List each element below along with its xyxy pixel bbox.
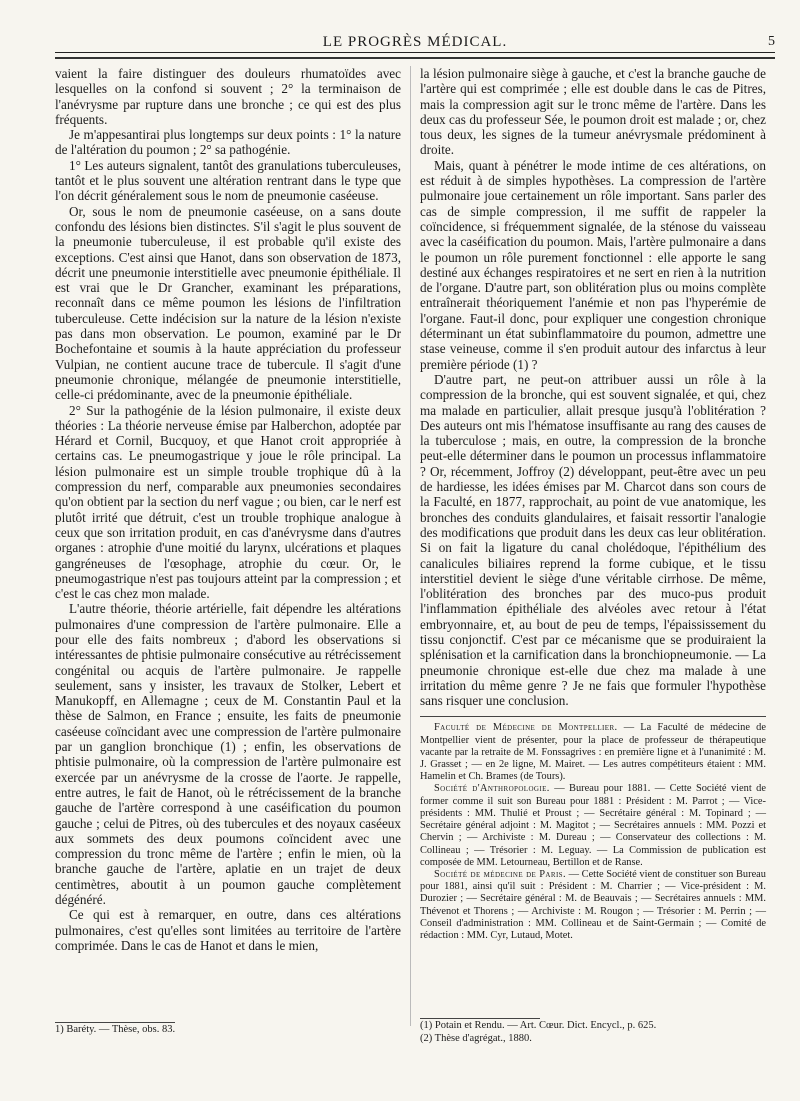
paragraph: 1° Les auteurs signalent, tantôt des granulations tuberculeuses, tantôt et le plus souvent une altération rentrant dans le type que l'on décrit généralement sous le nom de pneumonie caséeuse.	[55, 157, 401, 204]
page-number: 5	[768, 34, 775, 49]
left-column	[55, 66, 401, 953]
paragraph: L'autre théorie, théorie artérielle, fait dépendre les altérations pulmonaires d'une compression de l'artère pulmonaire. Elle a pour elle des faits nombreux ; d'abord les observations si intéressantes de phtisie pulmonaire consécutive au rétrécissement congénital ou acquis de l'artère pulmonaire. Je rappelle seulement, sans y insister, les travaux de Stolker, Lebert et Manukopff, en Allemagne ; ceux de M. Constantin Paul et la thèse de Salmon, en France ; ensuite, les faits de pneumonie caséeuse coïncidant avec une compression de l'artère pulmonaire par un ganglion bronchique (1) ; enfin, les observations de phtisie pulmonaire, où la compression de l'artère pulmonaire est exercée par un anévrysme de la crosse de l'aorte. Je rappelle, entre autres, le fait de Hanot, où le rétrécissement de la branche gauche de l'artère correspond à une caséification du poumon gauche ; celui de Pitres, où des tubercules et des noyaux caséeux aux sommets des deux poumons coïncident avec une compression du tronc même de l'artère ; enfin le mien, où la branche gauche de l'artère, aplatie en un trajet de deux centimètres, aboutit à un poumon gauche complètement dégénéré.	[55, 601, 401, 908]
paragraph: D'autre part, ne peut-on attribuer aussi un rôle à la compression de la bronche, qui est souvent signalée, et qui, chez ma malade en particulier, allait presque jusqu'à l'oblitération ? Des auteurs ont mis l'hématose insuffisante au rang des causes de la tuberculose ; mais, en outre, la compression de la bronche peut-elle déterminer dans le poumon un processus inflammatoire ? Or, récemment, Joffroy (2) développant, peut-être avec un peu de hardiesse, les idées émises par M. Charcot dans son cours de la Faculté, en 1877, rapprochait, au point de vue anatomique, les bronches des conduits glandulaires, et faisait ressortir l'analogie des modifications que produit dans les deux cas leur oblitération. Si on fait la ligature du canal cholédoque, l'épithélium des canalicules biliaires reprend la forme cubique, et le tissu interstitiel devient le siège d'une véritable cirrhose. De même, l'oblitération des bronches par des muco-pus produit l'inflammation épithéliale des alvéoles avec retour à l'état embryonnaire, et, au bout de peu de temps, l'épaississement du tissu conjonctif. C'est par ce mécanisme que se produiraient la splénisation et la carnification dans la bronchiopneumonie. — La pneumonie chronique est-elle due chez ma malade à une irritation du même genre ? Je ne fais que formuler l'hypothèse sans risquer une conclusion.	[420, 371, 766, 709]
news-item-text: — Cette Société vient de constituer son Bureau pour 1881, ainsi qu'il suit : Président : M. Charrier ; — Vice-président : M. Durozier ; — Secrétaire général : M. de Beauvais ; — Secrétaires annuels : MM. Thévenot et Thorens ; — Archiviste : M. Rougon ; — Trésorier : M. Perrin ; — Conseil d'administration : MM. Collineau et de Saint-Germain ; — Comité de rédaction : MM. Cyr, Lutaud, Motet.	[420, 868, 766, 941]
footnote: 1) Baréty. — Thèse, obs. 83.	[55, 1024, 176, 1035]
right-column	[420, 66, 766, 942]
footnote: (2) Thèse d'agrégat., 1880.	[420, 1033, 532, 1044]
news-item-heading: Société de médecine de Paris.	[434, 868, 566, 880]
news-item-heading: Faculté de Médecine de Montpellier.	[434, 722, 618, 734]
news-item-text: — La Faculté de médecine de Montpellier vient de présenter, pour la place de professeur de thérapeutique vacante par la retraite de M. Fonssagrives : en première ligne et à l'unanimité : M. J. Grasset ; — en 2e ligne, M. Mairet. — Les autres compétiteurs étaient : MM. Hamelin et Ch. Brames (de Tours).	[420, 722, 766, 783]
header-rule	[55, 57, 775, 59]
running-header	[55, 30, 775, 53]
paragraph: 2° Sur la pathogénie de la lésion pulmonaire, il existe deux théories : La théorie nerveuse émise par Halberchon, adoptée par Hérard et Cornil, Bucquoy, et que Hanot croit appropriée à certains cas. Le pneumogastrique y joue le rôle principal. La lésion pulmonaire est un simple trouble trophique dû à la compression du nerf, comparable aux pneumonies secondaires qu'on obtient par la section du nerf vague ; ou bien, car le nerf est plutôt irrité que détruit, c'est un trouble trophique analogue à ceux que son irritation produit, en cas d'anévrysme dans d'autres organes : atrophie d'une moitié du larynx, ulcérations et plaques gangréneuses de l'œsophage, atrophie du cœur. Or, le pneumogastrique n'est pas toujours atteint par la compression ; et c'est le cas chez mon malade.	[55, 402, 401, 602]
news-item-heading: Société d'Anthropologie.	[434, 783, 550, 795]
column-divider	[410, 66, 411, 1026]
news-item	[420, 869, 766, 942]
paragraph: Ce qui est à remarquer, en outre, dans ces altérations pulmonaires, c'est qu'elles sont limitées au territoire de l'artère comprimée. Dans le cas de Hanot et dans le mien,	[55, 907, 401, 953]
news-item-text: — Bureau pour 1881. — Cette Société vient de former comme il suit son Bureau pour 1881 : Président : M. Parrot ; — Vice-présidents : MM. Thulié et Proust ; — Secrétaire général : M. Topinard ; — Secrétaire général adjoint : M. Magitot ; — Secrétaires annuels : MM. Pozzi et Chervin ; — Archiviste : M. Dureau ; — Conservateur des collections : M. Collineau ; — Trésorier : M. Leguay. — La Commission de publication est composée de MM. Letourneau, Bertillon et de Ranse.	[420, 783, 766, 868]
right-footnotes	[420, 1018, 766, 1045]
left-footnotes	[55, 1022, 401, 1036]
paragraph: la lésion pulmonaire siège à gauche, et c'est la branche gauche de l'artère qui est comprimée ; elle est double dans le cas de Pitres, mais la compression agit sur le tronc même de l'artère. Dans les deux cas du professeur Sée, le poumon droit est malade ; or, chez tous deux, les signes de la tumeur anévrysmale prédominent à droite.	[420, 66, 766, 158]
journal-title: LE PROGRÈS MÉDICAL.	[322, 34, 508, 50]
paragraph: vaient la faire distinguer des douleurs rhumatoïdes avec lesquelles on la confond si souvent ; 2° la terminaison de l'anévrysme par rupture dans une bronche ; ce qui est des plus fréquents.	[55, 66, 401, 127]
paragraph: Je m'appesantirai plus longtemps sur deux points : 1° la nature de l'altération du poumon ; 2° sa pathogénie.	[55, 127, 401, 158]
news-item	[420, 783, 766, 868]
paragraph: Or, sous le nom de pneumonie caséeuse, on a sans doute confondu des lésions bien distinctes. S'il s'agit le plus souvent de la pneumonie tuberculeuse, il est probable qu'il existe des exceptions. C'est ainsi que Hanot, dans son observation de 1873, décrit une pneumonie interstitielle avec pneumonie épithéliale. Il est vrai que le Dr Grancher, examinant les préparations, reconnaît dans ce même poumon les lésions de l'infiltration tuberculeuse. Cette indécision sur la nature de la lésion n'existe pas dans mon observation. Le poumon, examiné par le Dr Bochefontaine et soumis à la haute appréciation du professeur Vulpian, ne contient aucune trace de tubercule. Il s'agit d'une pneumonie chronique, mélangée de pneumonie interstitielle, celle-ci prédominante, avec de la pneumonie épithéliale.	[55, 203, 401, 403]
footnote: (1) Potain et Rendu. — Art. Cœur. Dict. Encycl., p. 625.	[420, 1020, 657, 1031]
paragraph: Mais, quant à pénétrer le mode intime de ces altérations, on est réduit à de simples hypothèses. La compression de l'artère pulmonaire joue certainement un rôle important. Sans parler des cas de simple compression, il me suffit de rappeler la coïncidence, si fréquemment signalée, de la sténose du vaisseau avec la caséification du poumon. Mais, l'artère pulmonaire a dans le poumon un rôle purement fonctionnel : elle apporte le sang destiné aux échanges respiratoires et ne sert en rien à la nutrition de l'organe. D'autre part, son oblitération plus ou moins complète entraînerait théoriquement l'anémie et non pas l'hyperémie de l'organe. Faut-il donc, pour expliquer une congestion chronique déterminant un état subinflammatoire du poumon, admettre une stase veineuse, comme il s'en produit autour des infarctus à leur première période (1) ?	[420, 157, 766, 372]
news-separator	[420, 716, 766, 717]
news-item	[420, 722, 766, 783]
